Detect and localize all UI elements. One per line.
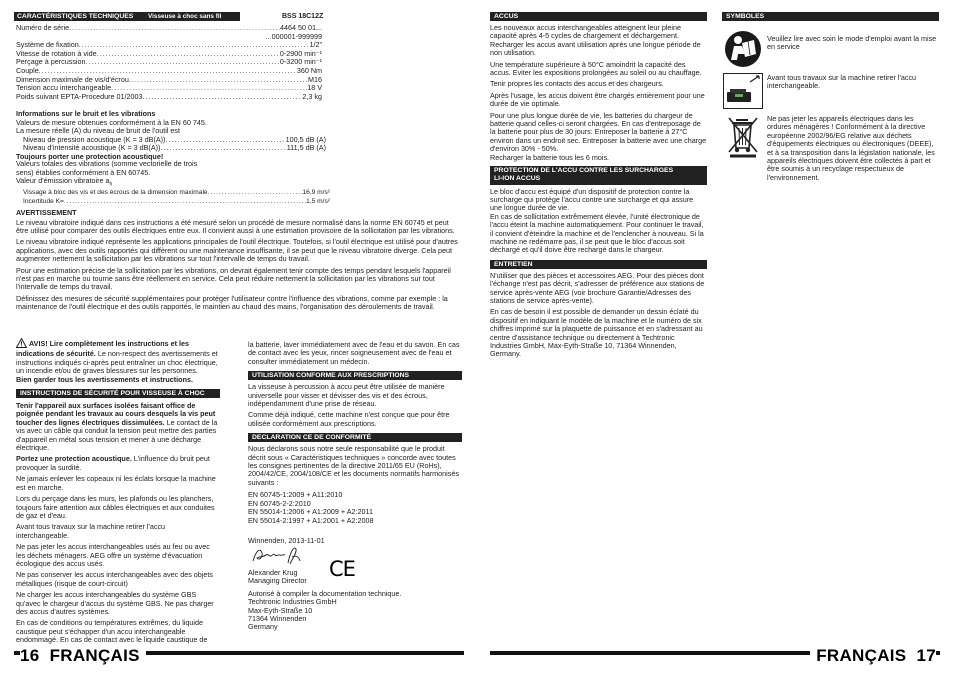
company-line: Techtronic Industries GmbH — [248, 597, 337, 607]
accus-paragraph: Pour une plus longue durée de vie, les batteries du chargeur de batterie quand celles-ci seront chargées. En cas d'entreposage de la batterie pour plus de 30 jours: Entreposer la batterie à 27°C environ dans un endroit sec. Entreposer la batterie avec une charge d'environ 30% - 50%. — [490, 110, 707, 154]
spec-row: Poids suivant EPTA-Procedure 01/2003 ..... 2,3 kg — [16, 93, 322, 102]
vibration-row: Incertitude K= ..... 1,5 m/s² — [16, 198, 330, 207]
signer-title: Managing Director — [248, 576, 307, 586]
safety-paragraph: Portez une protection acoustique. L'influence du bruit peut provoquer la surdité. — [16, 454, 210, 472]
accus-paragraph: Une température supérieure à 50°C amoindrit la capacité des accus. Eviter les expositions prolongées au soleil ou au chauffage. — [490, 59, 702, 78]
noise-line: Valeurs de mesure obtenues conformément à la EN 60 745. — [16, 117, 207, 127]
avertissement-paragraph: Pour une estimation précise de la sollicitation par les vibrations, on devrait également tenir compte des temps pendant lesquels l'appareil n'est pas en marche ou tourne sans être réellement en service. Cela peut réduire nettement la sollicitation par les vibrations sur tout l'intervalle de temps du travail. — [16, 265, 451, 292]
vibration-line: Valeurs totales des vibrations (somme vectorielle de trois — [16, 159, 198, 168]
safety-paragraph: Ne jamais enlever les copeaux ni les éclats lorsque la machine est en marche. — [16, 474, 216, 492]
norm-line: EN 55014-1:2006 + A1:2009 + A2:2011 — [248, 507, 373, 517]
battery-contact-paragraph: la batterie, laver immédiatement avec de l'eau et du savon. En cas de contact avec les yeux, rincer soigneusement avec de l'eau et consulter immédiatement un médecin. — [248, 340, 460, 366]
warning-block: AVIS! Lire complètement les instructions et les indications de sécurité. Le non-respect des avertissements et instructions indiqués ci-après peut entraîner un choc électrique, un incendie et/ou de graves blessures sur les personnes. Bien garder tous les avertissements et instructions. — [16, 339, 218, 384]
spec-row: Numéro de série ..... 4464 50 01... — [16, 24, 322, 33]
protection-paragraph: En cas de sollicitation extrêmement élevée, l'unité électronique de l'accu éteint la machine automatiquement. Pour continuer le travail, il convient d'éteindre la machine et de l'enclencher à nouveau. Si la machine ne redémarre pas, il se peut que le bloc d'accus soit déchargé et qu'il doive être rechargé dans le chargeur. — [490, 211, 704, 255]
signer-name: Alexander Krug — [248, 568, 298, 577]
avertissement-paragraph: Définissez des mesures de sécurité supplémentaires pour protéger l'utilisateur contre l'influence des vibrations, comme par exemple : la maintenance de l'outil électrique et des outils rapportés, le maintien au chaud des mains, l'organisation des déroulements de travail. — [16, 293, 448, 312]
place-date: Winnenden, 2013-11-01 — [248, 535, 325, 545]
entretien-paragraph: En cas de besoin il est possible de demander un dessin éclaté du dispositif en indiquant le modèle de la machine et le numéro de six chiffres imprimé sur la plaquette de puissance et en s'adressant au centre d'assistance technique ou directement à Techtronic Industries GmbH, Max-Eyth-Straße 10, 71364 Winnenden, Germany. — [490, 307, 703, 359]
symbol-text-battery: Avant tous travaux sur la machine retirer l'accu interchangeable. — [767, 73, 917, 91]
spec-row: Dimension maximale de vis/d'écrou ..... M16 — [16, 76, 322, 85]
safety-paragraph: Avant tous travaux sur la machine retirer l'accu interchangeable. — [16, 522, 166, 540]
accus-paragraph: Tenir propres les contacts des accus et des chargeurs. — [490, 79, 664, 89]
usage-paragraph: Comme déjà indiqué, cette machine n'est conçue que pour être utilisée conformément aux prescriptions. — [248, 410, 450, 428]
authorized-text: Autorisé à compiler la documentation technique. — [248, 588, 402, 598]
safety-paragraph: En cas de conditions ou températures extrêmes, du liquide caustique peut s'échapper d'un accu interchangeable endommagé. En cas de contact avec le liquide caustique de — [16, 618, 208, 645]
spec-header-model: BSS 18C12Z — [282, 13, 324, 20]
ce-mark: CE — [329, 557, 355, 581]
spec-row: Système de fixation ..... 1/2" — [16, 41, 322, 50]
accus-paragraph: Après l'usage, les accus doivent être chargés entièrement pour une durée de vie optimale. — [490, 90, 705, 109]
norm-line: EN 60745-1:2009 + A11:2010 — [248, 490, 343, 500]
symbol-text-weee: Ne pas jeter les appareils électriques dans les ordures ménagères ! Conformément à la directive européenne 2002/96/EG relative aux déchets d'équipements électriques ou électroniques (DEEE), et à sa transposition dans la législation nationale, les appareils électriques doivent être collectés à part et être soumis à un recyclage respectueux de l'environnement. — [767, 114, 935, 182]
spec-row: Vitesse de rotation à vide ..... 0-2900 min⁻¹ — [16, 50, 322, 59]
noise-line: La mesure réelle (A) du niveau de bruit de l'outil est — [16, 126, 180, 136]
protection-paragraph: Le bloc d'accu est équipé d'un dispositif de protection contre la surcharge qui protège l'accu contre une surcharge et qui assure une longue durée de vie. — [490, 186, 694, 213]
safety-paragraph: Ne pas jeter les accus interchangeables usés au feu ou avec les déchets ménagers. AEG offre un système d'évacuation écologique des accus usés. — [16, 542, 210, 568]
usage-paragraph: La visseuse à percussion à accu peut être utilisée de manière universelle pour visser et dévisser des vis et des écrous, indépendamment d'une prise de réseau. — [248, 382, 445, 409]
remove-battery-icon — [723, 73, 763, 109]
noise-pressure-row: Niveau de pression acoustique (K = 3 dB(A)) ..... 100,5 dB (A) — [16, 136, 326, 145]
safety-paragraph: Ne pas conserver les accus interchangeables avec des objets métalliques (risque de court-circuit) — [16, 570, 213, 588]
spec-header-section: CARACTÉRISTIQUES TECHNIQUES — [17, 13, 134, 20]
avertissement-paragraph: Le niveau vibratoire indiqué dans ces instructions a été mesuré selon un procédé de mesure normalisé dans la norme EN 60745 et peut être utilisé pour comparer des outils électriques entre eux. Il convient aussi à une estimation provisoire de la sollicitation par les vibrations. — [16, 217, 455, 235]
company-line: Max-Eyth-Straße 10 — [248, 605, 313, 615]
safety-paragraph: Lors du perçage dans les murs, les plafonds ou les planchers, toujours faire attention aux câbles électriques et aux conduites de gaz et d'eau. — [16, 494, 215, 520]
ce-paragraph: Nous déclarons sous notre seule responsabilité que le produit décrit sous « Caractéristiques techniques » concorde avec toutes les consignes pertinentes de la directive 2011/65 EU (RoHs), 2004/42/CE, 2004/108/CE et les documents normatifs harmonisés suivants : — [248, 444, 459, 487]
spec-header-product-type: Visseuse à choc sans fil — [148, 13, 222, 20]
noise-title: Informations sur le bruit et les vibrations — [16, 109, 156, 118]
company-line: Germany — [248, 622, 278, 632]
vibration-row: Vissage à bloc des vis et des écrous de la dimension maximale ..... 16,9 m/s² — [16, 189, 330, 198]
norm-line: EN 55014-2:1997 + A1:2001 + A2:2008 — [248, 515, 374, 525]
avertissement-section — [16, 209, 460, 312]
vibration-line: sens) établies conformément à EN 60745. — [16, 167, 151, 177]
safety-paragraph: Ne charger les accus interchangeables du système GBS qu'avec le chargeur d'accus du système GBS. Ne pas charger des accus d'autres systèmes. — [16, 590, 214, 616]
vibration-line: Valeur d'émission vibratoire $a_h$ — [16, 176, 113, 188]
protection-header: PROTECTION DE L'ACCU CONTRE LES SURCHARGES LI-ION ACCUS — [490, 166, 707, 184]
left-page-number: 16 FRANÇAIS — [20, 646, 146, 666]
right-column-1 — [490, 12, 707, 359]
conformity-column — [248, 341, 462, 545]
accus-header: ACCUS — [490, 12, 707, 21]
read-manual-icon — [724, 30, 762, 68]
accus-paragraph: Les nouveaux accus interchangeables atteignent leur pleine capacité après 4-5 cycles de chargement et déchargement. Recharger les accus avant utilisation après une longue période de non utilisation. — [490, 23, 701, 58]
spec-row: ...000001-999999 — [265, 31, 322, 41]
accus-paragraph: Recharger la batterie tous les 6 mois. — [490, 152, 610, 162]
symboles-header: SYMBOLES — [722, 12, 939, 21]
safety-paragraph: Tenir l'appareil aux surfaces isolées faisant office de poignée pendant les travaux au cours desquels la vis peut toucher des lignes électriques dissimulées. Le contact de la vis avec un câble qui conduit la tension peut mettre des parties d'appareil en métal sous tension et mener à une décharge électrique. — [16, 401, 218, 453]
norm-line: EN 60745-2-2:2010 — [248, 498, 311, 508]
avertissement-paragraph: Le niveau vibratoire indiqué représente les applications principales de l'outil électrique. Toutefois, si l'outil électrique est utilisé pour d'autres applications, avec des outils rapportés qui diffèrent ou une maintenance insuffisante, il se peut que le niveau vibratoire diverge. Cela peut augmenter nettement la sollicitation par les vibrations sur tout l'intervalle de temps du travail. — [16, 237, 458, 264]
spec-row: Perçage à percussion ..... 0-3200 min⁻¹ — [16, 58, 322, 67]
signer-block — [248, 569, 462, 632]
spec-row: Tension accu interchangeable ..... 18 V — [16, 84, 322, 93]
entretien-paragraph: N'utiliser que des pièces et accessoires AEG. Pour des pièces dont l'échange n'est pas décrit, s'adresser de préférence aux stations de service après-vente AEG (voir brochure Garantie/Adresses des stations de service après-vente). — [490, 270, 705, 305]
company-line: 71364 Winnenden — [248, 614, 307, 624]
ce-header: DECLARATION CE DE CONFORMITÉ — [248, 433, 462, 442]
spec-table — [16, 24, 322, 101]
noise-warning: Toujours porter une protection acoustique! — [16, 151, 164, 161]
entretien-header: ENTRETIEN — [490, 260, 707, 269]
signature-image — [250, 543, 310, 567]
noise-power-row: Niveau d'intensité acoustique (K = 3 dB(A)) ..... 111,5 dB (A) — [16, 144, 326, 153]
spec-row: Couple ..... 360 Nm — [16, 67, 322, 76]
avertissement-title: AVERTISSEMENT — [16, 208, 77, 217]
right-page-number: FRANÇAIS 17 — [810, 646, 936, 666]
weee-bin-icon — [727, 116, 759, 158]
usage-header: UTILISATION CONFORME AUX PRESCRIPTIONS — [248, 371, 462, 380]
safety-header: INSTRUCTIONS DE SÉCURITÉ POUR VISSEUSE À CHOC — [16, 389, 220, 398]
symbol-text-manual: Veuillez lire avec soin le mode d'emploi avant la mise en service — [767, 34, 937, 52]
safety-column — [16, 338, 220, 645]
noise-section — [16, 110, 326, 162]
vibration-section — [16, 160, 330, 206]
